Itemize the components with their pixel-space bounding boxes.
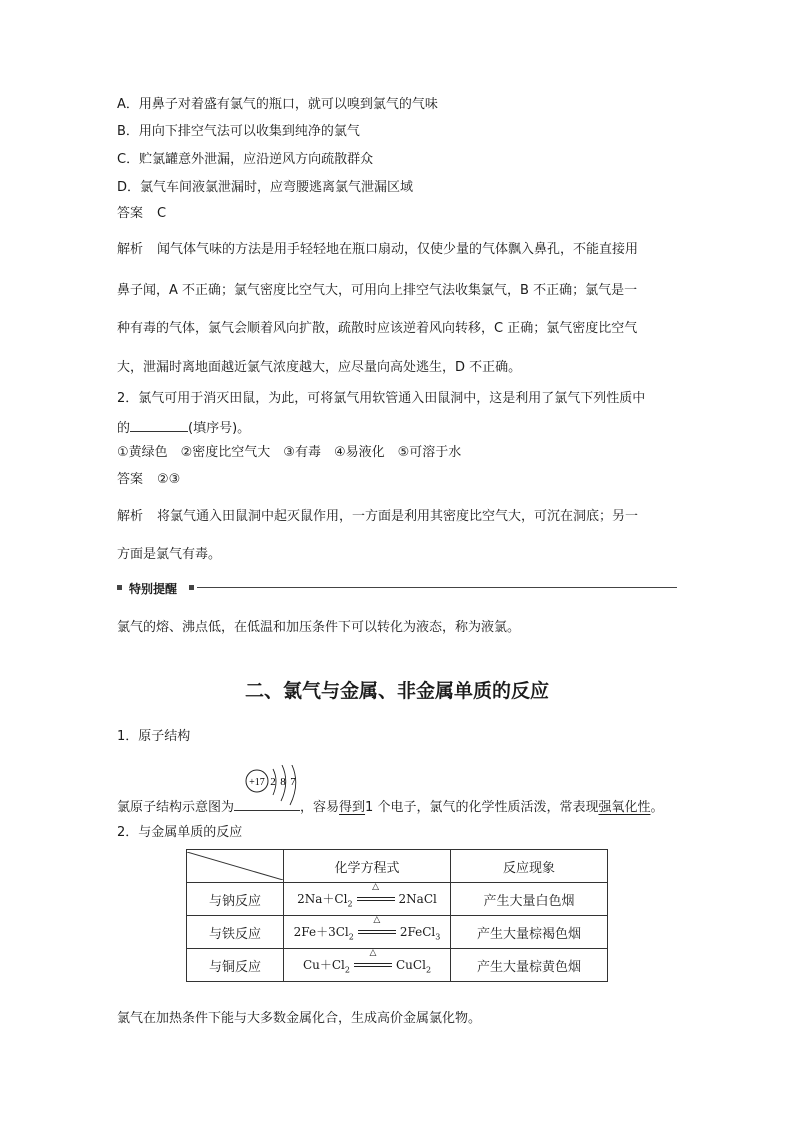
q2-options: ①黄绿色 ②密度比空气大 ③有毒 ④易液化 ⑤可溶于水: [117, 445, 462, 460]
equation-lhs-sub: 2: [344, 965, 350, 975]
tip-text: 氯气的熔、沸点低，在低温和加压条件下可以转化为液态，称为液氯。: [117, 620, 521, 635]
gain-answer: 得到: [339, 800, 366, 815]
table-header-row: [187, 850, 608, 883]
heating-equals-sign: [358, 915, 396, 939]
heat-icon: △: [372, 882, 379, 893]
reaction-phenomenon: 产生大量棕黄色烟: [451, 949, 608, 982]
table-row: [187, 916, 608, 949]
heat-icon: △: [373, 915, 381, 926]
explanation-label: 解析: [117, 509, 144, 524]
q2-answer: [117, 472, 180, 488]
tip-title: 特别提醒: [129, 580, 181, 597]
q2-stem-post: (填序号)。: [188, 421, 251, 436]
equation-rhs-sub: 3: [435, 932, 441, 942]
answer-label: 答案: [117, 472, 144, 487]
reaction-name: 与铜反应: [187, 949, 284, 982]
q2-stem-pre: 的: [117, 421, 131, 436]
equation-rhs: 2FeCl: [399, 924, 436, 939]
reaction-phenomenon: 产生大量棕褐色烟: [451, 916, 608, 949]
reaction-equation: [284, 916, 451, 949]
shell-electrons: 2: [270, 776, 276, 788]
q1-option-c: C．贮氯罐意外泄漏，应沿逆风方向疏散群众: [117, 152, 374, 167]
square-bullet-icon: [189, 585, 194, 590]
table-row: [187, 883, 608, 916]
explanation-label: 解析: [117, 242, 144, 257]
equation-lhs: 2Fe＋3Cl: [293, 924, 349, 939]
sub1-text-end: 。: [650, 800, 664, 815]
q1-answer: [117, 206, 166, 222]
atom-nucleus: +17: [249, 777, 265, 788]
explanation-text: 将氯气通入田鼠洞中起灭鼠作用，一方面是利用其密度比空气大，可沉在洞底；另一: [157, 509, 639, 524]
equation-lhs: 2Na＋Cl: [297, 891, 348, 906]
answer-value: ②③: [157, 472, 181, 487]
q2-stem-line2: [117, 418, 250, 437]
heating-equals-sign: [354, 948, 392, 972]
explanation-text: 闻气体气味的方法是用手轻轻地在瓶口扇动，仅使少量的气体飘入鼻孔，不能直接用: [157, 242, 639, 257]
conclusion: 氯气在加热条件下能与大多数金属化合，生成高价金属氯化物。: [117, 1011, 482, 1026]
reaction-name: 与钠反应: [187, 883, 284, 916]
q1-option-d: D．氯气车间液氯泄漏时，应弯腰逃离氯气泄漏区域: [117, 180, 414, 195]
reaction-name: 与铁反应: [187, 916, 284, 949]
tip-bar: [117, 580, 677, 596]
equation-lhs-sub: 2: [348, 932, 354, 942]
reaction-table: [186, 849, 608, 982]
answer-label: 答案: [117, 206, 144, 221]
q1-option-b: B．用向下排空气法可以收集到纯净的氯气: [117, 124, 360, 139]
equation-lhs: Cu＋Cl: [302, 957, 345, 972]
sub1-text-mid: ，容易: [300, 800, 340, 815]
equation-rhs-sub: 2: [425, 965, 432, 975]
q2-explanation-line: [117, 505, 638, 524]
q2-stem: 2．氯气可用于消灭田鼠，为此，可将氯气用软管通入田鼠洞中，这是利用了氯气下列性质中: [117, 391, 646, 406]
sub1-title: 1．原子结构: [117, 729, 191, 744]
header-equation: 化学方程式: [284, 850, 451, 883]
answer-value: C: [157, 206, 167, 221]
answer-blank: [130, 418, 188, 432]
reaction-equation: [284, 949, 451, 982]
header-phenomenon: 反应现象: [451, 850, 608, 883]
q1-explanation-line: 大，泄漏时离地面越近氯气浓度越大，应尽量向高处逃生，D 不正确。: [117, 360, 522, 375]
sub1-text: [117, 798, 663, 816]
q1-explanation-line: 鼻子闻，A 不正确；氯气密度比空气大，可用向上排空气法收集氯气，B 不正确；氯气是一: [117, 283, 638, 298]
shell-electrons: 7: [290, 776, 296, 788]
sub1-text-mid2: 1 个电子，氯气的化学性质活泼，常表现: [365, 800, 599, 815]
diagonal-line-icon: [187, 852, 283, 880]
diagram-blank: [234, 798, 300, 811]
tip-rule: [197, 587, 677, 588]
table-row: [187, 949, 608, 982]
diagonal-header-cell: [187, 850, 284, 883]
heating-equals-sign: [357, 882, 395, 906]
q2-explanation-line: 方面是氯气有毒。: [117, 547, 222, 562]
section-title: 二、氯气与金属、非金属单质的反应: [244, 680, 549, 702]
equation-rhs: CuCl: [396, 957, 426, 972]
equation-lhs-sub: 2: [347, 899, 353, 909]
equation-rhs: 2NaCl: [398, 891, 437, 906]
q1-option-a: A．用鼻子对着盛有氯气的瓶口，就可以嗅到氯气的气味: [117, 97, 438, 112]
property-answer: 强氧化性: [598, 800, 651, 815]
shell-electrons: 8: [280, 776, 286, 788]
reaction-equation: [284, 883, 451, 916]
sub2-title: 2．与金属单质的反应: [117, 825, 243, 840]
q1-explanation-line: [117, 238, 638, 257]
heat-icon: △: [369, 948, 377, 959]
q1-explanation-line: 种有毒的气体，氯气会顺着风向扩散，疏散时应该逆着风向转移，C 正确；氯气密度比空气: [117, 321, 638, 336]
square-bullet-icon: [117, 585, 122, 590]
sub1-text-pre: 氯原子结构示意图为: [117, 800, 235, 815]
reaction-phenomenon: 产生大量白色烟: [451, 883, 608, 916]
